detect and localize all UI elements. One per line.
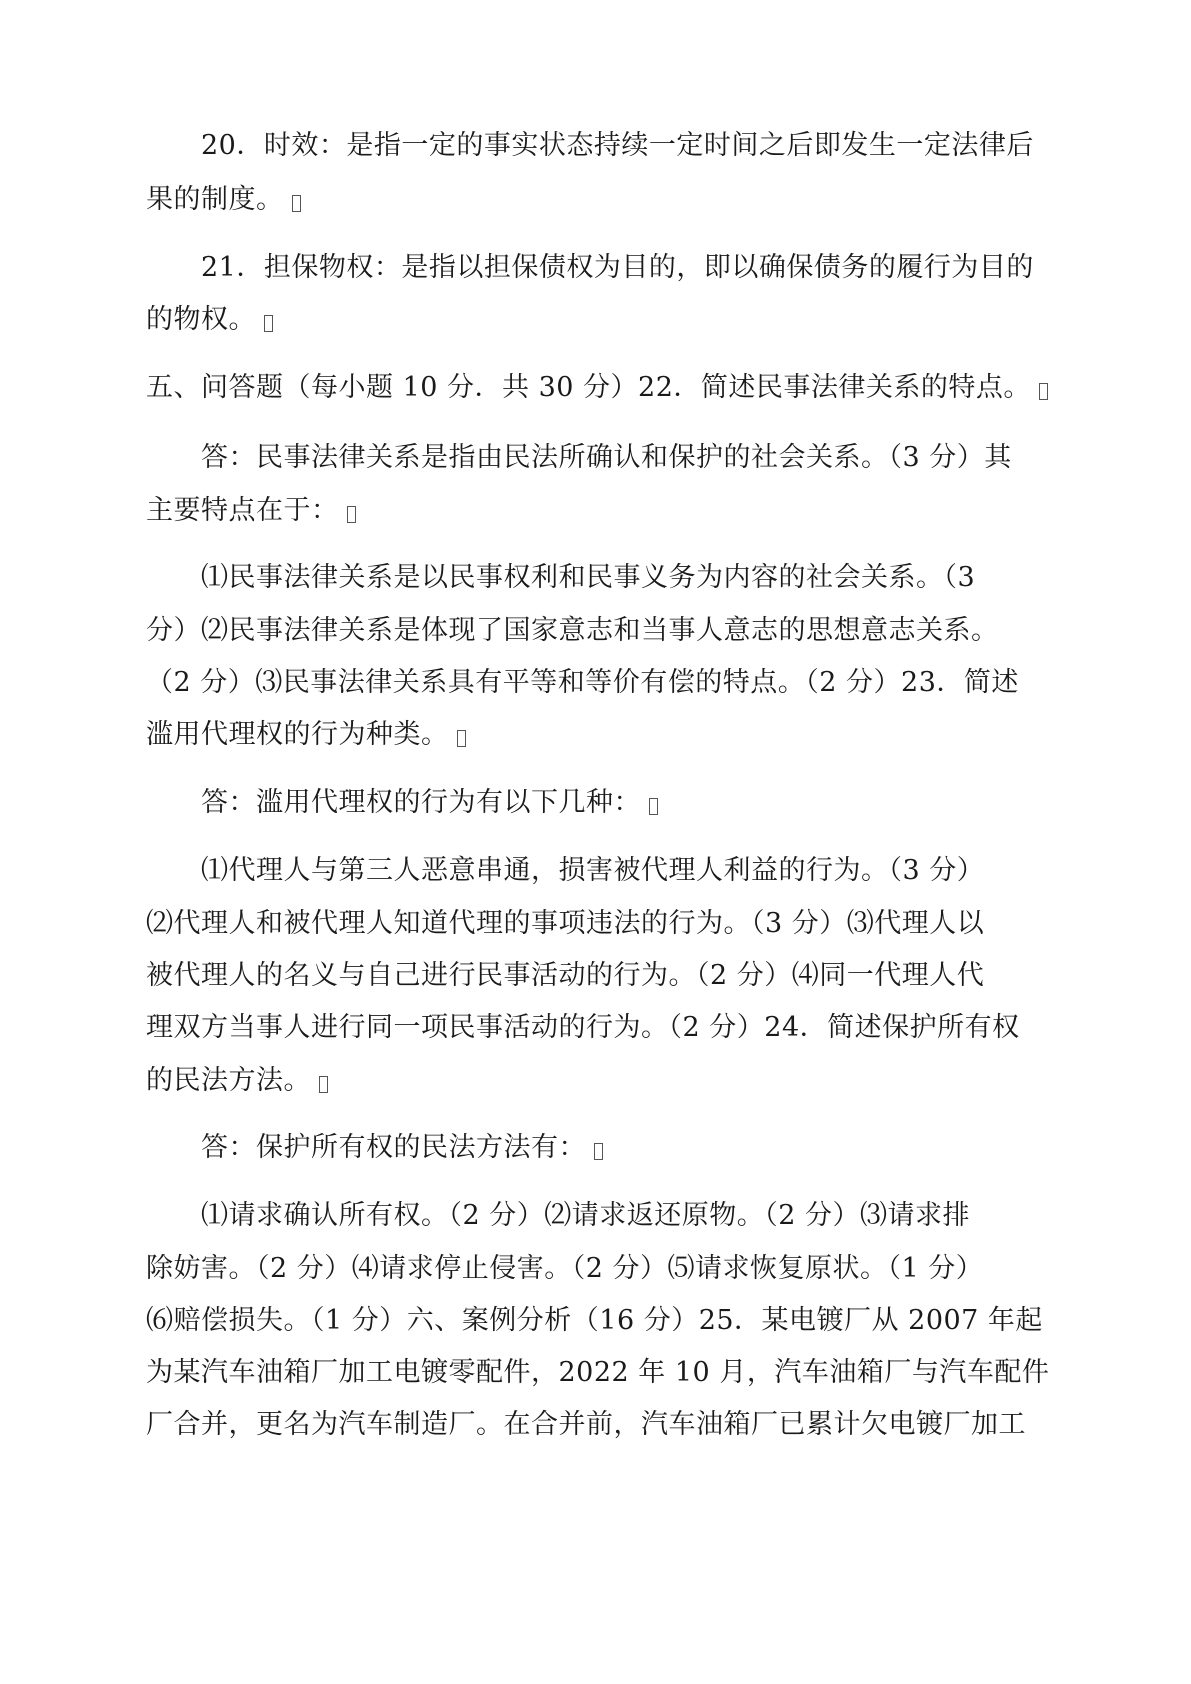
paragraph-mark-icon [347, 506, 356, 523]
paragraph-line: 答：保护所有权的民法方法有： [201, 1130, 1101, 1166]
paragraph-line: （2 分）⑶民事法律关系具有平等和等价有偿的特点。（2 分）23．简述 [146, 667, 1019, 698]
paragraph-line: 答：民事法律关系是指由民法所确认和保护的社会关系。（3 分）其 [201, 442, 1012, 473]
paragraph-line: 果的制度。 [146, 182, 1046, 218]
section-heading-line: 五、问答题（每小题 10 分．共 30 分）22．简述民事法律关系的特点。 [146, 370, 1046, 406]
paragraph-mark-icon [649, 798, 658, 815]
paragraph-line: ⑴民事法律关系是以民事权利和民事义务为内容的社会关系。（3 [201, 562, 976, 593]
paragraph-line: 主要特点在于： [146, 493, 1046, 529]
paragraph-line: 理双方当事人进行同一项民事活动的行为。（2 分）24．简述保护所有权 [146, 1012, 1020, 1043]
paragraph-line: 厂合并，更名为汽车制造厂。在合并前，汽车油箱厂已累计欠电镀厂加工 [146, 1409, 1026, 1440]
paragraph-line: ⑴代理人与第三人恶意串通，损害被代理人利益的行为。（3 分） [201, 855, 985, 886]
paragraph-line: 为某汽车油箱厂加工电镀零配件，2022 年 10 月，汽车油箱厂与汽车配件 [146, 1357, 1050, 1388]
paragraph-line: 21．担保物权：是指以担保债权为目的，即以确保债务的履行为目的 [201, 252, 1034, 283]
paragraph-line: ⑵代理人和被代理人知道代理的事项违法的行为。（3 分）⑶代理人以 [146, 908, 985, 939]
paragraph-mark-icon [264, 315, 273, 332]
paragraph-line: 分）⑵民事法律关系是体现了国家意志和当事人意志的思想意志关系。 [146, 615, 999, 646]
paragraph-mark-icon [319, 1076, 328, 1093]
paragraph-line: 20．时效：是指一定的事实状态持续一定时间之后即发生一定法律后 [201, 130, 1034, 161]
paragraph-line: 的物权。 [146, 302, 1046, 338]
paragraph-line: ⑹赔偿损失。（1 分）六、案例分析（16 分）25．某电镀厂从 2007 年起 [146, 1305, 1043, 1336]
paragraph-line: 被代理人的名义与自己进行民事活动的行为。（2 分）⑷同一代理人代 [146, 960, 985, 991]
paragraph-line: 滥用代理权的行为种类。 [146, 717, 1046, 753]
paragraph-mark-icon [292, 195, 301, 212]
paragraph-line: 答：滥用代理权的行为有以下几种： [201, 785, 1101, 821]
paragraph-mark-icon [594, 1143, 603, 1160]
paragraph-mark-icon [1039, 383, 1048, 400]
paragraph-line: ⑴请求确认所有权。（2 分）⑵请求返还原物。（2 分）⑶请求排 [201, 1200, 971, 1231]
paragraph-line: 的民法方法。 [146, 1063, 1046, 1099]
paragraph-mark-icon [457, 730, 466, 747]
paragraph-line: 除妨害。（2 分）⑷请求停止侵害。（2 分）⑸请求恢复原状。（1 分） [146, 1253, 984, 1284]
